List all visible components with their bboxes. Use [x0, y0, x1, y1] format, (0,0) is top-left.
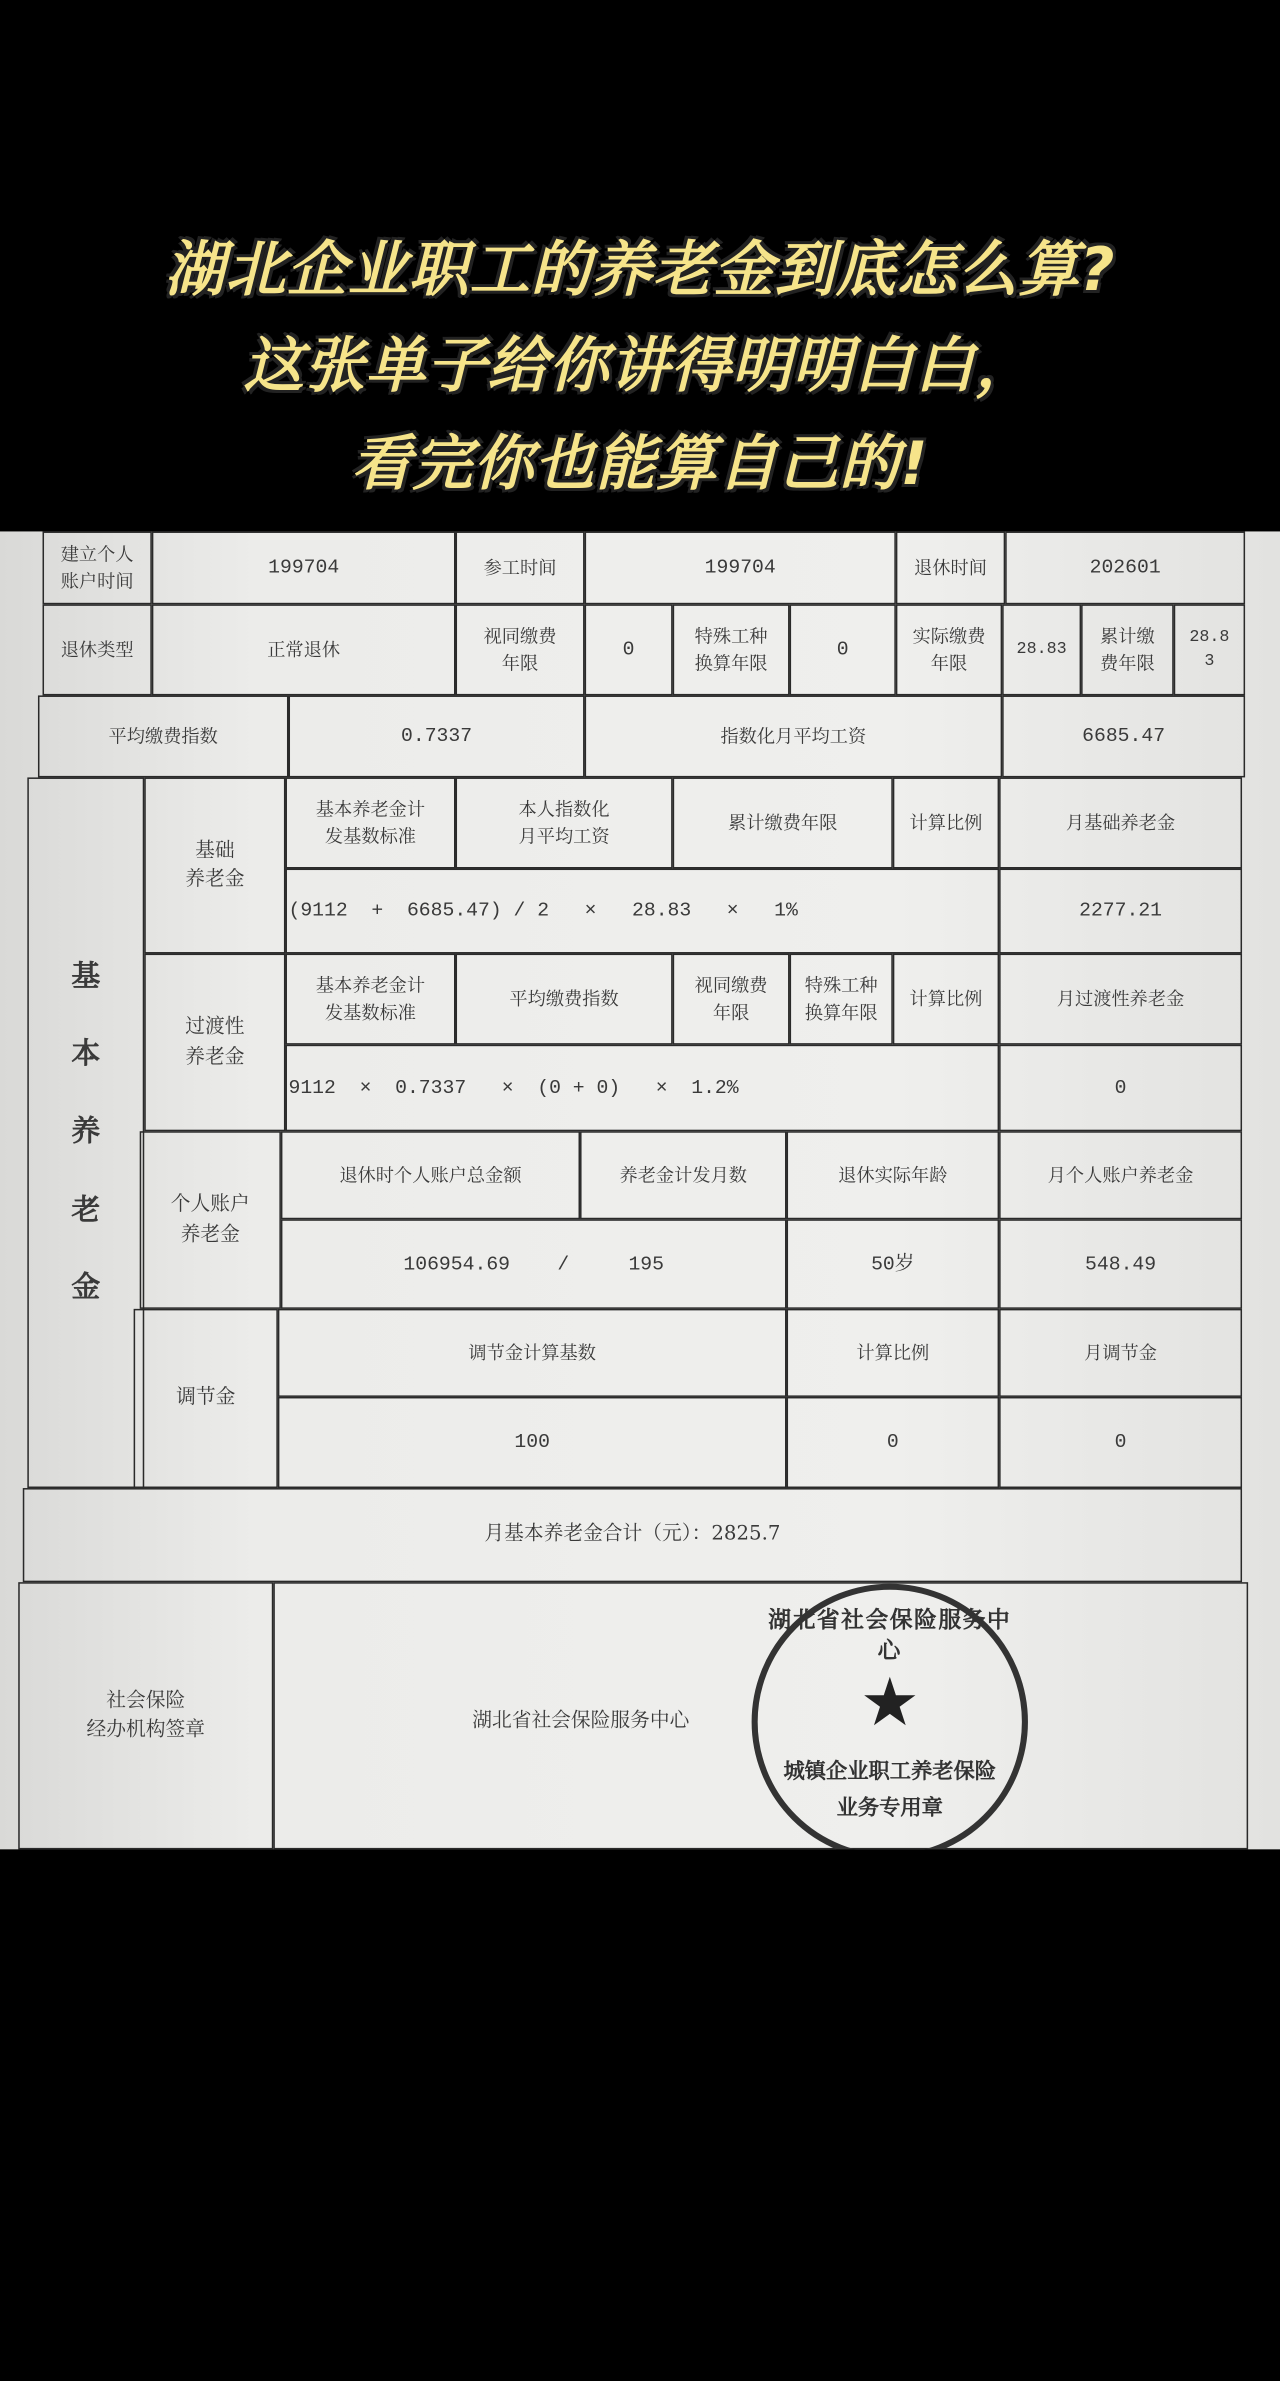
retire-time-label: 退休时间: [896, 531, 1005, 604]
transition-h6: 月过渡性养老金: [999, 954, 1242, 1045]
deemed-years-value: 0: [585, 604, 673, 695]
transition-formula: 9112 × 0.7337 × (0 + 0) × 1.2%: [285, 1045, 999, 1132]
personal-h4: 月个人账户养老金: [999, 1131, 1242, 1219]
adjust-value: 0: [999, 1397, 1242, 1488]
adjust-h3: 月调节金: [999, 1309, 1242, 1397]
retire-time-value: 202601: [1005, 531, 1245, 604]
basic-pension-section-label: 基 本 养 老 金: [27, 777, 144, 1488]
work-start-value: 199704: [585, 531, 896, 604]
retire-type-value: 正常退休: [152, 604, 456, 695]
personal-value: 548.49: [999, 1219, 1242, 1309]
deemed-years-label: 视同缴费 年限: [456, 604, 585, 695]
retire-type-label: 退休类型: [43, 604, 152, 695]
star-icon: ★: [859, 1664, 920, 1742]
agency-seal-label: 社会保险 经办机构签章: [18, 1582, 273, 1849]
basic-h3: 累计缴费年限: [673, 777, 893, 868]
total-years-label: 累计缴 费年限: [1081, 604, 1174, 695]
work-start-label: 参工时间: [456, 531, 585, 604]
basic-formula: (9112 + 6685.47) / 2 × 28.83 × 1%: [285, 869, 999, 954]
bottom-black-area: [0, 1849, 1280, 2380]
seal-line-2: 业务专用章: [836, 1796, 943, 1821]
monthly-total: 月基本养老金合计（元）：2825.7: [23, 1488, 1242, 1582]
indexed-wage-label: 指数化月平均工资: [585, 695, 1003, 777]
avg-index-label: 平均缴费指数: [38, 695, 289, 777]
avg-index-value: 0.7337: [288, 695, 584, 777]
special-years-label: 特殊工种 换算年限: [673, 604, 790, 695]
actual-years-label: 实际缴费 年限: [896, 604, 1002, 695]
official-seal: [752, 1584, 1028, 1860]
transition-h3: 视同缴费 年限: [673, 954, 790, 1045]
basic-h5: 月基础养老金: [999, 777, 1242, 868]
actual-years-value: 28.83: [1002, 604, 1081, 695]
agency-name: 湖北省社会保险服务中心: [472, 1709, 690, 1733]
adjust-h2: 计算比例: [787, 1309, 1000, 1397]
basic-h2: 本人指数化 月平均工资: [456, 777, 673, 868]
account-time-label: 建立个人 账户时间: [43, 531, 152, 604]
transition-h4: 特殊工种 换算年限: [790, 954, 893, 1045]
personal-age: 50岁: [787, 1219, 1000, 1309]
personal-h3: 退休实际年龄: [787, 1131, 1000, 1219]
transition-h5: 计算比例: [893, 954, 999, 1045]
basic-pension-label: 基础 养老金: [144, 777, 285, 953]
caption-line-3: 看完你也能算自己的!: [351, 429, 929, 499]
basic-value: 2277.21: [999, 869, 1242, 954]
transition-value: 0: [999, 1045, 1242, 1132]
seal-arc-text: 湖北省社会保险服务中心: [768, 1606, 1012, 1665]
caption-line-2: 这张单子给你讲得明明白白，: [243, 331, 1037, 401]
seal-line-1: 城镇企业职工养老保险: [783, 1759, 997, 1785]
adjust-base: 100: [278, 1397, 787, 1488]
caption-line-1: 湖北企业职工的养老金到底怎么算?: [164, 235, 1116, 305]
indexed-wage-value: 6685.47: [1002, 695, 1245, 777]
adjust-ratio: 0: [787, 1397, 1000, 1488]
transition-h2: 平均缴费指数: [456, 954, 673, 1045]
personal-h1: 退休时个人账户总金额: [281, 1131, 580, 1219]
personal-account-label: 个人账户 养老金: [140, 1131, 281, 1309]
transition-h1: 基本养老金计 发基数标准: [285, 954, 455, 1045]
personal-h2: 养老金计发月数: [580, 1131, 787, 1219]
total-years-value: 28.8 3: [1174, 604, 1245, 695]
transition-pension-label: 过渡性 养老金: [144, 954, 285, 1132]
adjust-h1: 调节金计算基数: [278, 1309, 787, 1397]
account-time-value: 199704: [152, 531, 456, 604]
adjustment-label: 调节金: [134, 1309, 278, 1488]
basic-h1: 基本养老金计 发基数标准: [285, 777, 455, 868]
basic-h4: 计算比例: [893, 777, 999, 868]
special-years-value: 0: [790, 604, 896, 695]
personal-formula: 106954.69 / 195: [281, 1219, 787, 1309]
